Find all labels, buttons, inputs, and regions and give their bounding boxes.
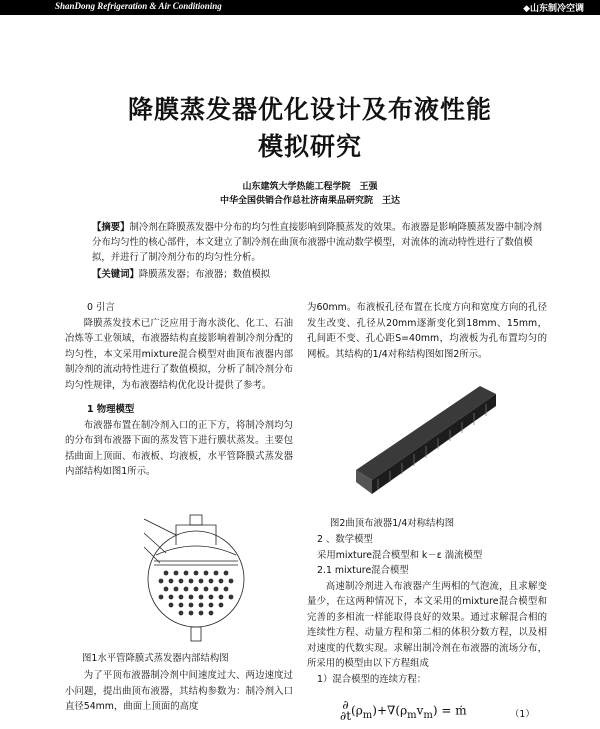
paragraph: 布液器布置在制冷剂入口的正下方，将制冷剂均匀的分布到布液器下面的蒸发管下进行膜状蒸发。主要包括曲面上顶面、布液板、均液板，水平管降膜式蒸发器内部结构如图1所示。 — [65, 419, 293, 477]
author-line-1: 山东建筑大学热能工程学院 王强 — [242, 182, 378, 192]
section-heading: 1 物理模型 — [87, 404, 135, 415]
right-column-top — [307, 300, 547, 362]
section-heading: 2.1 mixture混合模型 — [317, 565, 409, 576]
paper-title-line1: 降膜蒸发器优化设计及布液性能 — [127, 95, 492, 124]
right-column-bottom — [307, 532, 547, 687]
paragraph: 为了平顶布液器制冷剂中间速度过大、两边速度过小问题，提出曲顶布液器，其结构参数为：制冷剂入口直径54mm，曲面上顶面的高度 — [65, 670, 293, 712]
abstract-label: 【摘要】 — [92, 222, 130, 233]
paragraph: 降膜蒸发技术已广泛应用于海水淡化、化工、石油冶炼等工业领域，布液器结构直接影响着制冷剂分配的均匀性，本文采用mixture混合模型对曲顶布液器内部制冷剂的流动特性进行了数值模拟，分析了制冷剂分布均匀性规律，为布液器结构优化设计提供了参考。 — [65, 317, 293, 391]
paragraph: 为60mm。布液板孔径布置在长度方向和宽度方向的孔径发生改变、孔径从20mm逐渐变化到18mm、15mm，孔间距不变、孔心距S=40mm，均液板为孔布置均匀的网板。其结构的1/4对称结构图如图2所示。 — [307, 302, 547, 360]
figure2-caption: 图2曲顶布液器1/4对称结构图 — [330, 518, 455, 529]
abstract-text: 制冷剂在降膜蒸发器中分布的均匀性直接影响到降膜蒸发的效果。布液器是影响降膜蒸发器中制冷剂分布均匀性的核心部件，本文建立了制冷剂在曲顶布液器中流动数学模型，对流体的流动特性进行了数值模拟，并进行了制冷剂分布的均匀性分析。 — [92, 222, 543, 263]
keywords-text: 降膜蒸发器；布液器；数值模拟 — [138, 269, 271, 280]
paragraph: 高速制冷剂进入布液器产生两相的气泡流，且求解变量少，在这两种情况下，本文采用的mixture混合模型和完善的多相流一样能取得良好的效果。通过求解混合相的连续性方程、动量方程和第二相的体积分数方程，以及相对速度的代数实现。求解出制冷剂在布液器的流场分布，所采用的模型由以下方程组成 — [307, 580, 547, 669]
author-line-2: 中华全国供销合作总社济南果品研究院 王达 — [219, 196, 400, 206]
figure1-caption: 图1水平管降膜式蒸发器内部结构图 — [82, 653, 229, 664]
abstract — [92, 220, 547, 265]
journal-name-en: ShanDong Refrigeration & Air Conditioning — [55, 1, 222, 11]
section-heading: 0 引言 — [87, 302, 115, 313]
distributor-3d-model — [348, 382, 503, 507]
paragraph: 采用mixture混合模型和 k－ε 湍流模型 — [317, 549, 483, 561]
keywords-label: 【关键词】 — [92, 269, 139, 280]
section-heading: 2 、数学模型 — [317, 534, 373, 545]
evaporator-diagram — [136, 507, 256, 647]
keywords — [92, 267, 547, 282]
equation-number: （1） — [510, 709, 535, 720]
paragraph: 1）混合模型的连续方程： — [317, 673, 427, 685]
equation-1: ∂ $\partial t(\rho_m)+\nabla(\rho_mv_m)$ = ṁ — [340, 698, 467, 723]
paper-title-line2: 模拟研究 — [257, 132, 362, 161]
journal-name-cn: ◆山东制冷空调 — [523, 4, 584, 14]
journal-header — [0, 0, 600, 15]
left-column-bottom — [65, 668, 293, 715]
left-column-top — [65, 300, 293, 480]
